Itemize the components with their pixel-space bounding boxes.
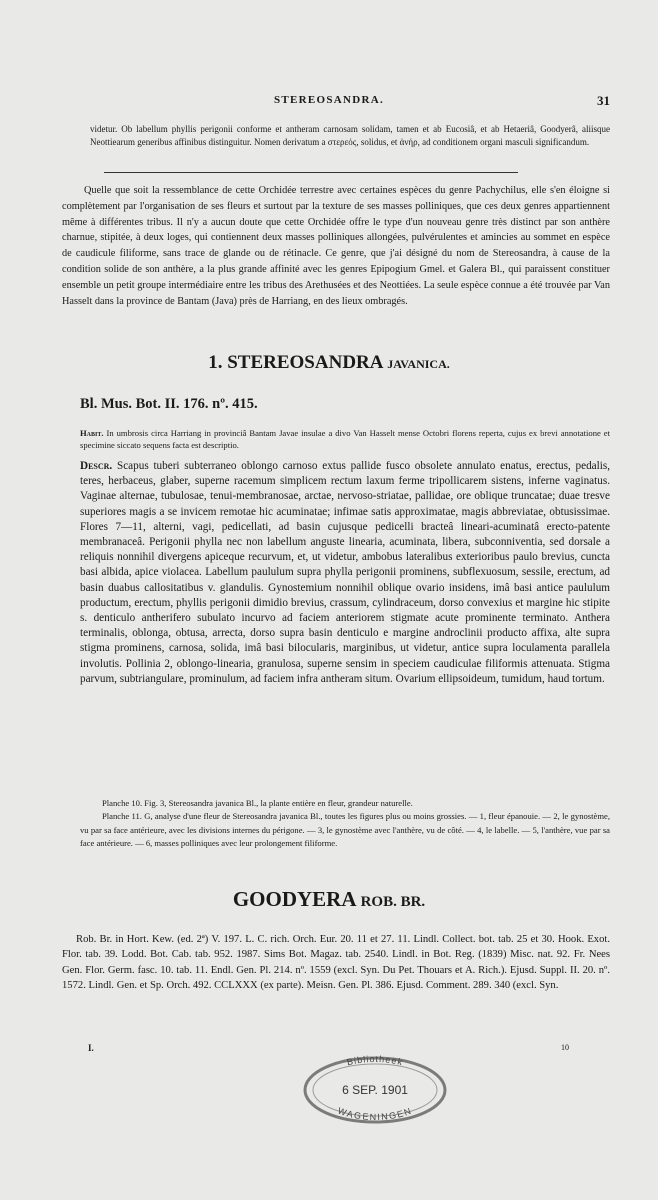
plate-caption: Planche 10. Fig. 3, Stereosandra javanica Bl., la plante entière en fleur, grandeur naturelle.	[102, 798, 413, 808]
bibliography-text: Rob. Br. in Hort. Kew. (ed. 2ª) V. 197. L. C. rich. Orch. Eur. 20. 11 et 27. 11. Lindl. Collect. bot. tab. 25 et 30. Hook. Exot. Flor. tab. 39. Lodd. Bot. Cab. tab. 952. 1987. Sims Bot. Magaz. tab. 2540. Lindl. in Bot. Reg. (1839) Misc. nat. 92. Fr. Nees Gen. Flor. Germ. fasc. 10. tab. 11. Endl. Gen. Pl. 214. nº. 1559 (excl. Syn. Du Pet. Thouars et A. Rich.). Ejusd. Suppl. II. 20. nº. 1572. Lindl. Gen. et Sp. Orch. 492. CCLXXX (ex parte). Meisn. Gen. Pl. 386. Ejusd. Comment. 289. 340 (excl. Syn.	[62, 934, 610, 992]
page-number: 31	[597, 93, 610, 108]
species-epithet: JAVANICA.	[387, 357, 450, 371]
running-head: STEREOSANDRA.	[273, 94, 385, 106]
genus-heading	[0, 887, 658, 912]
species-heading	[0, 352, 658, 374]
species-genus: STEREOSANDRA	[227, 352, 383, 373]
footnote	[90, 123, 610, 149]
genus-name: GOODYERA	[232, 887, 356, 911]
intro-text: Quelle que soit la ressemblance de cette Orchidée terrestre avec certaines espèces du genre Pachychilus, elle s'en éloigne si complètement par l'organisation de ses fleurs et surtout par la texture de ses masses polliniques, que ces deux genres appartiennent même à différentes tribus. Il n'y a aucun doute que cette Orchidée offre le type d'un nouveau genre très distinct par son anthère charnue, stipitée, à deux loges, qui contiennent deux masses polliniques allongées, pulvérulentes et amincies au sommet en espèce de caudicule filiforme, sans trace de glande ou de rétinacle. Ce genre, que j'ai désigné du nom de Stereosandra, à cause de la condition solide de son anthère, a la plus grande affinité avec les genres Epipogium Gmel. et Galera Bl., qui paraissent constituer ensemble un petit groupe intermédiaire entre les tribus des Arethusées et des Neottiées. La seule espèce connue a été trouvée par Van Hasselt dans la province de Bantam (Java) près de Harriang, en des lieux ombragés.	[62, 185, 610, 307]
bibliography	[62, 932, 610, 994]
stamp-top-text: Bibliotheek	[345, 1053, 405, 1068]
description-block	[80, 459, 610, 687]
signature-number: 10	[561, 1043, 569, 1052]
description-text: Scapus tuberi subterraneo oblongo carnoso extus pallide fusco obsolete annulato enatus, erectus, pedalis, teres, herbaceus, glaber, superne racemum simplicem rectum laxum ferme tripollicarem sistens, inferne vaginatus. Vaginae alternae, tubulosae, tenui-membranosae, arctae, nervoso-striatae, pallidae, ore oblique truncatae; duae tresve superiores magis a se invicem remotae hic acuminatae; infimae satis approximatae, magis abbreviatae, obtusissimae. Flores 7—11, alterni, vagi, pedicellati, ad basin cujusque pedicelli bracteâ lineari-acuminatâ erecto-patente membranaceâ. Perigonii phylla nec non labellum anguste linearia, acuminata, libera, subconniventia, sed dorsale a reliquis nonnihil divergens apiceque recurvum, et, ut videtur, ambobus lateralibus exterioribus paulo brevius, cuncta basi albida, apice violacea. Labellum paululum supra phylla perigonii prominens, subflexuosum, sessile, erectum, ad basin duabus callositatibus v. glandulis. Gynostemium nonnihil oblique ovario insidens, imâ basi antice paululum productum, erectum, phyllis perigonii dimidio brevius, crassum, cylindraceum, dorso convexius et margine hic stipite s. denticulo antherifero subulato incurvo ad faciem anteriorem stigmate acute prominente terminato. Anthera terminalis, oblonga, obtusa, arrecta, dorso supra basin denticulo e margine androclinii producto affixa, alte supra stigma prominens, carnosa, solida, imâ basi bilocularis, marginibus, ut videtur, antice supra loculamenta parallela involutis. Pollinia 2, oblongo-linearia, granulosa, superne sensim in speciem caudiculae filiformis attenuata. Stigma parvum, subtriangulare, prominulum, ad faciem infra antheram situm. Ovarium ellipsoideum, tumidum, haud tortum.	[80, 460, 610, 685]
habitat-text: In umbrosis circa Harriang in provinciâ Bantam Javae insulae a divo Van Hasselt mense Octobri florens reperta, cujus ex brevi annotatione et specimine siccato sequens facta est descriptio.	[80, 428, 610, 450]
habitat-label: Habit.	[80, 428, 104, 438]
genus-author: ROB. BR.	[360, 894, 426, 910]
footnote-text: videtur. Ob labellum phyllis perigonii conforme et antheram carnosam solidam, tamen et ab Eucosiâ, et ab Hetaeriâ, Goodyerâ, aliisque Neottiearum generibus affinibus distinguitur. Nomen derivatum a στερεός, solidus, et ἀνήρ, ad conditionem organi masculi significandum.	[90, 124, 610, 147]
plate-caption: Planche 11. G, analyse d'une fleur de Stereosandra javanica Bl., toutes les figures plus ou moins grossies. — 1, fleur épanouie. — 2, le gynostème, vu par sa face antérieure, avec les divisions internes du périgone. — 3, le gynostème avec l'anthère, vu de côté. — 4, le labelle. — 5, l'anthère, vue par sa face antérieure. — 6, masses polliniques avec leur prolongement filiforme.	[80, 811, 610, 849]
stamp-date: 6 SEP. 1901	[342, 1083, 408, 1097]
library-stamp	[300, 1052, 450, 1124]
divider-rule	[104, 172, 518, 173]
species-reference: Bl. Mus. Bot. II. 176. nº. 415.	[80, 396, 258, 412]
habitat-block	[80, 427, 610, 451]
intro-paragraph	[62, 183, 610, 309]
signature-mark: I.	[88, 1043, 94, 1053]
plate-captions	[80, 797, 610, 851]
svg-text:Bibliotheek	[346, 1054, 404, 1067]
stamp-bottom-text: WAGENINGEN	[336, 1105, 414, 1123]
species-number: 1.	[208, 352, 223, 373]
description-label: Descr.	[80, 460, 113, 472]
